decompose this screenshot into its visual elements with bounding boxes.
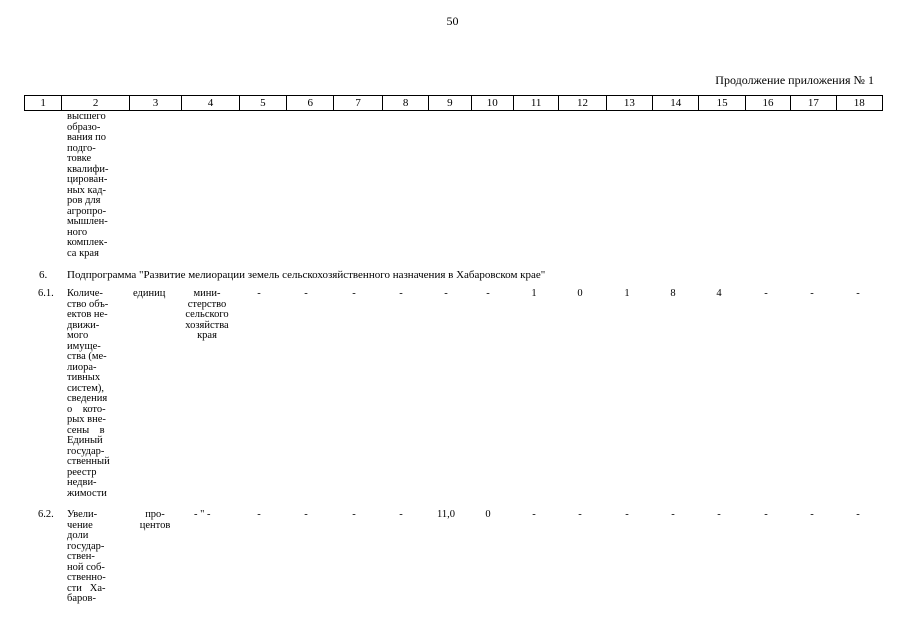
value-col-9: 11,0: [437, 509, 455, 520]
value-col-10: 0: [485, 509, 491, 520]
value-col-12: 0: [577, 288, 583, 299]
header-col-10: 10: [471, 96, 513, 111]
appendix-continuation-label: Продолжение приложения № 1: [715, 73, 874, 87]
value-col-16: -: [764, 288, 768, 299]
header-col-12: 12: [559, 96, 606, 111]
continued-indicator-text: высшего образо- вания по подго- товке квалифи- цирован- ных кад- ров для агропро- мышлен- ного комплек- са края: [67, 111, 109, 259]
value-col-6: -: [304, 288, 308, 299]
value-col-17: -: [810, 288, 814, 299]
value-col-13: -: [625, 509, 629, 520]
value-col-18: -: [856, 288, 860, 299]
value-col-18: -: [856, 509, 860, 520]
header-col-8: 8: [382, 96, 428, 111]
row-6-2-indicator: Увели- чение доли государ- ствен- ной соб- ственно- сти Ха- баров-: [67, 509, 106, 604]
header-col-7: 7: [334, 96, 382, 111]
value-col-11: -: [532, 509, 536, 520]
row-6-2-executor: - " -: [194, 509, 211, 520]
header-row: [25, 96, 883, 111]
value-col-11: 1: [531, 288, 537, 299]
value-col-7: -: [352, 288, 356, 299]
header-col-17: 17: [791, 96, 836, 111]
value-col-13: 1: [624, 288, 630, 299]
section-title: Подпрограмма "Развитие мелиорации земель сельскохозяйственного назначения в Хабаровском крае": [67, 269, 546, 281]
row-6-2-unit: про- центов: [139, 509, 171, 531]
header-col-11: 11: [513, 96, 558, 111]
row-6-1-executor: мини- стерство сельского хозяйства края: [185, 288, 229, 341]
header-col-18: 18: [836, 96, 882, 111]
value-col-8: -: [399, 288, 403, 299]
header-col-14: 14: [653, 96, 699, 111]
row-6-1-number: 6.1.: [38, 288, 54, 299]
row-6-2-number: 6.2.: [38, 509, 54, 520]
header-col-9: 9: [429, 96, 471, 111]
value-col-5: -: [257, 288, 261, 299]
header-col-13: 13: [606, 96, 652, 111]
header-col-15: 15: [699, 96, 745, 111]
column-number-header: [24, 95, 883, 111]
header-col-16: 16: [745, 96, 790, 111]
page-number: 50: [446, 14, 459, 28]
value-col-14: 8: [670, 288, 676, 299]
value-col-14: -: [671, 509, 675, 520]
value-col-15: 4: [716, 288, 722, 299]
header-col-4: 4: [182, 96, 239, 111]
value-col-17: -: [810, 509, 814, 520]
header-col-5: 5: [239, 96, 286, 111]
value-col-8: -: [399, 509, 403, 520]
header-col-2: 2: [62, 96, 130, 111]
header-col-3: 3: [129, 96, 181, 111]
value-col-9: -: [444, 288, 448, 299]
row-6-1-unit: единиц: [133, 288, 166, 299]
value-col-7: -: [352, 509, 356, 520]
row-6-1-indicator: Количе- ство объ- ектов не- движи- мого имуще- ства (ме- лиора- тивных систем), сведения о кото- рых вне- сены в Единый государ- ственный реестр недви- жимости: [67, 288, 110, 499]
value-col-5: -: [257, 509, 261, 520]
header-col-1: 1: [25, 96, 62, 111]
value-col-6: -: [304, 509, 308, 520]
value-col-12: -: [578, 509, 582, 520]
section-number: 6.: [39, 269, 48, 281]
value-col-16: -: [764, 509, 768, 520]
value-col-10: -: [486, 288, 490, 299]
header-col-6: 6: [287, 96, 334, 111]
value-col-15: -: [717, 509, 721, 520]
